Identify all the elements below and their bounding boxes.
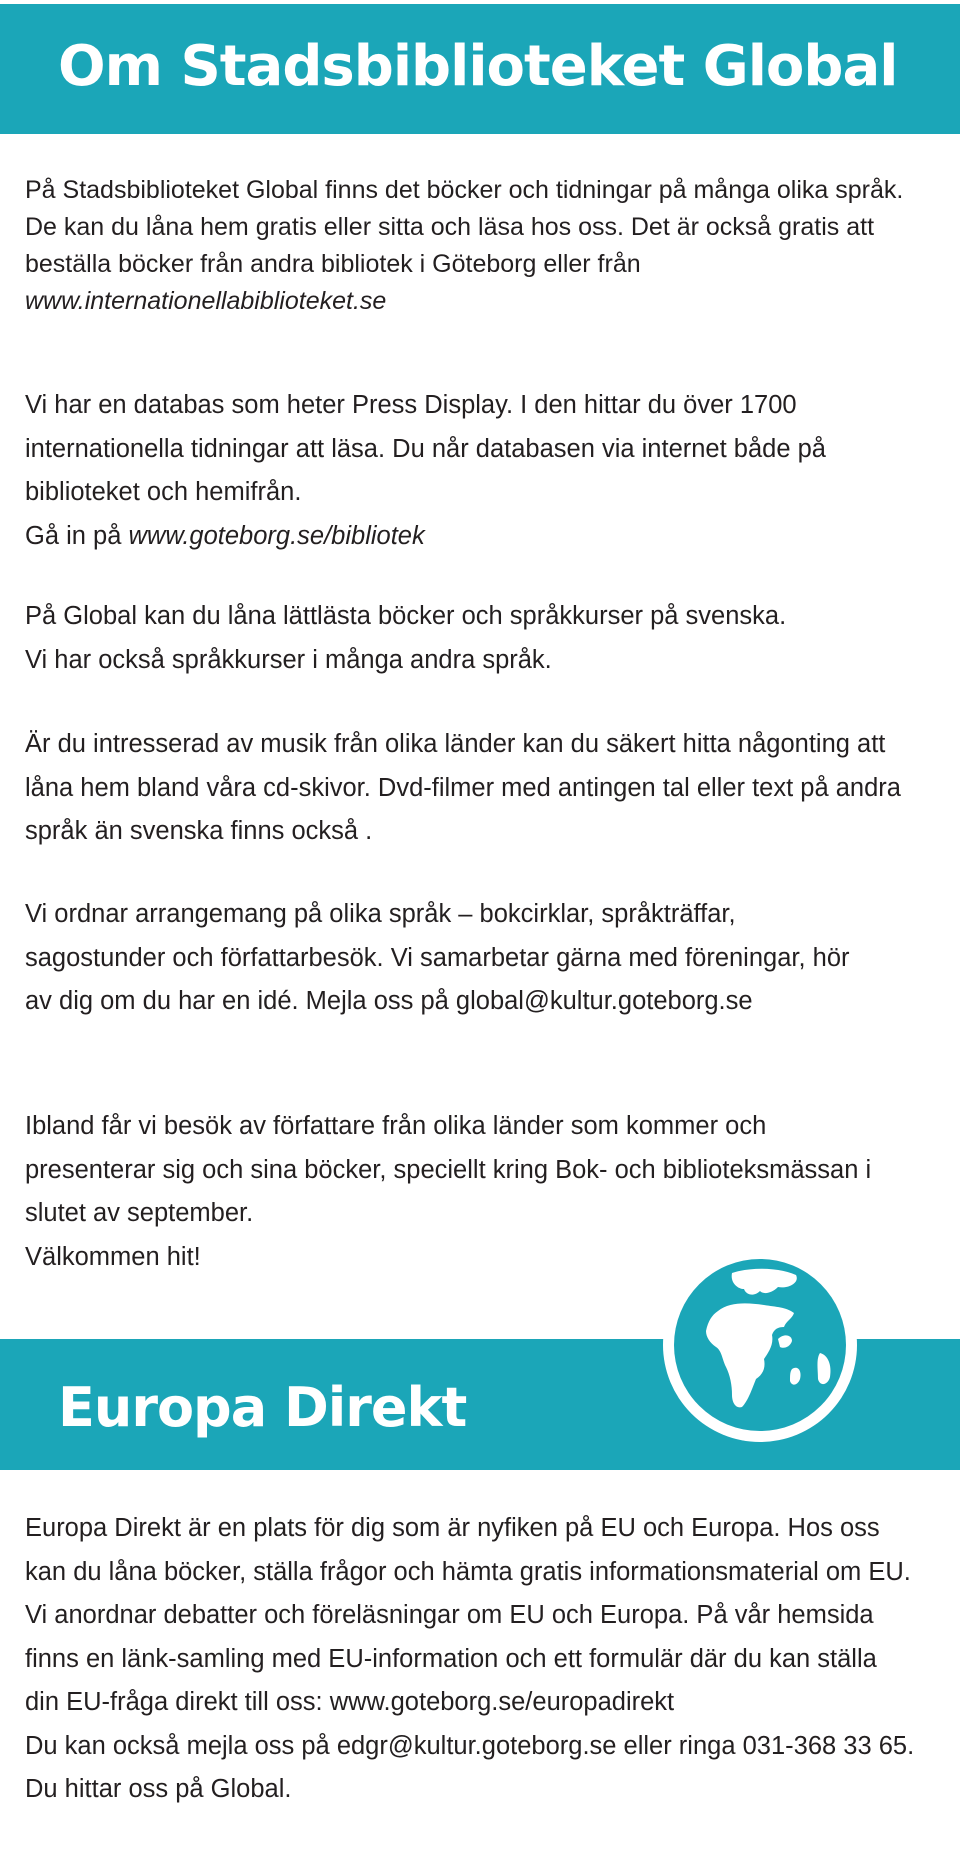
paragraph-music: Är du intresserad av musik från olika länder kan du säkert hitta någonting att låna hem bland våra cd-skivor. Dvd-filmer med antingen tal eller text på andra språk än svenska finns också . xyxy=(25,730,901,845)
heading-europa-direkt: Europa Direkt xyxy=(58,1376,467,1439)
link-internationella-biblioteket[interactable]: www.internationellabiblioteket.se xyxy=(25,287,387,315)
paragraph-easy-reading: På Global kan du låna lättlästa böcker och språkkurser på svenska. Vi har också språkkurser i många andra språk. xyxy=(25,602,787,674)
heading-global: Om Stadsbiblioteket Global xyxy=(58,34,898,99)
link-goteborg-bibliotek[interactable]: www.goteborg.se/bibliotek xyxy=(128,521,425,550)
paragraph-authors: Ibland får vi besök av författare från olika länder som kommer och presenterar sig och sina böcker, speciellt kring Bok- och biblioteksmässan i slutet av september. Välkommen hit! xyxy=(25,1112,872,1271)
welcome-text: Välkommen hit! xyxy=(25,1242,201,1271)
paragraph-europa-direkt: Europa Direkt är en plats för dig som är nyfiken på EU och Europa. Hos oss kan du låna böcker, ställa frågor och hämta gratis informationsmaterial om EU. Vi anordnar debatter och föreläsningar om EU och Europa. På vår hemsida finns en länk-samling med EU-information och ett formulär där du kan ställa din EU-fråga direkt till oss: www.goteborg.se/europadirekt Du kan också mejla oss på edgr@kultur.goteborg.se eller ringa 031-368 33 65. Du hittar oss på Global. xyxy=(25,1514,915,1803)
paragraph-events: Vi ordnar arrangemang på olika språk – bokcirklar, språkträffar, sagostunder och författarbesök. Vi samarbetar gärna med föreningar, hör av dig om du har en idé. Mejla oss på global@kultur.goteborg.se xyxy=(25,900,850,1015)
paragraph-books-languages: På Stadsbiblioteket Global finns det böcker och tidningar på många olika språk. De kan du låna hem gratis eller sitta och läsa hos oss. Det är också gratis att beställa böcker från andra bibliotek i Göteborg eller från www.internationellabiblioteket.se xyxy=(25,176,904,315)
globe-icon xyxy=(660,1245,860,1445)
paragraph-press-display: Vi har en databas som heter Press Display. I den hittar du över 1700 internationella tidningar att läsa. Du når databasen via internet både på biblioteket och hemifrån. Gå in på www.goteborg.se/bibliotek xyxy=(25,391,826,550)
header-banner-global xyxy=(0,4,960,134)
